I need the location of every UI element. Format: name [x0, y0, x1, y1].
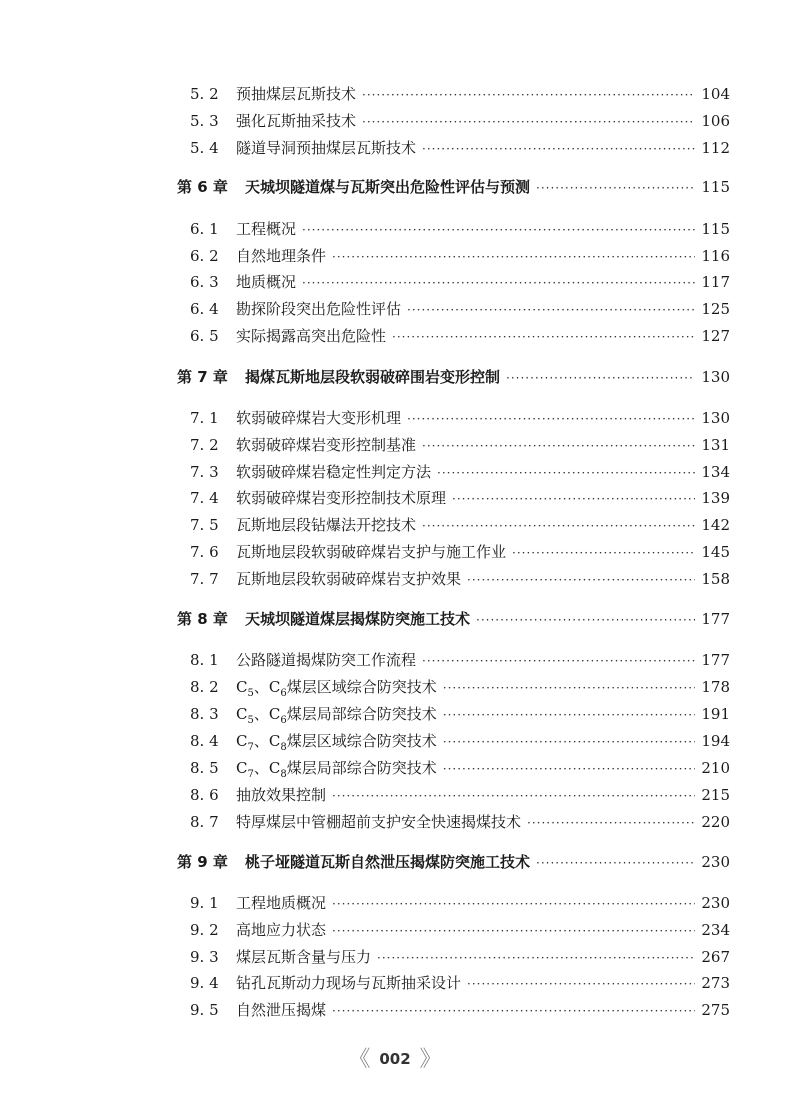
dot-leader — [536, 852, 695, 874]
toc-entry-number: 9. 3 — [190, 948, 219, 966]
dot-leader — [362, 111, 695, 133]
page-footer — [0, 1042, 790, 1073]
toc-entry-page: 130 — [701, 409, 730, 427]
toc-entry-number: 7. 7 — [190, 570, 219, 588]
toc-entry-page: 178 — [701, 678, 730, 696]
toc-section-row[interactable] — [190, 946, 730, 968]
toc-section-row[interactable] — [190, 919, 730, 941]
toc-section-row[interactable] — [190, 461, 730, 483]
toc-entry-title: 软弱破碎煤岩变形控制基准 — [236, 436, 417, 454]
toc-entry-number: 5. 3 — [190, 112, 219, 130]
toc-entry-title: 软弱破碎煤岩变形控制技术原理 — [236, 489, 447, 507]
dot-leader — [407, 408, 695, 430]
toc-entry-number: 第 8 章 — [177, 610, 228, 628]
toc-entry-page: 134 — [701, 463, 730, 481]
dot-leader — [377, 947, 695, 969]
toc-entry-page: 104 — [701, 85, 730, 103]
toc-section-row[interactable] — [190, 514, 730, 536]
toc-entry-page: 191 — [701, 705, 730, 723]
toc-entry-page: 230 — [701, 853, 730, 871]
toc-entry-title: $C_7$、$C_8$煤层局部综合防突技术 — [236, 759, 437, 780]
toc-section-row[interactable] — [190, 83, 730, 105]
toc-entry-page: 210 — [701, 759, 730, 777]
dot-leader — [332, 1000, 695, 1022]
toc-entry-number: 8. 7 — [190, 813, 219, 831]
toc-entry-title: 瓦斯地层段钻爆法开挖技术 — [236, 516, 417, 534]
toc-entry-page: 127 — [701, 327, 730, 345]
toc-entry-number: 6. 5 — [190, 327, 219, 345]
toc-section-row[interactable] — [190, 137, 730, 159]
toc-entry-title: 实际揭露高突出危险性 — [236, 327, 387, 345]
toc-entry-page: 275 — [701, 1001, 730, 1019]
dot-leader — [422, 138, 695, 160]
toc-section-row[interactable] — [190, 703, 730, 725]
dot-leader — [527, 812, 695, 834]
toc-entry-number: 9. 2 — [190, 921, 219, 939]
toc-entry-number: 第 9 章 — [177, 853, 228, 871]
toc-entry-title: 隧道导洞预抽煤层瓦斯技术 — [236, 139, 417, 157]
toc-entry-page: 125 — [701, 300, 730, 318]
toc-section-row[interactable] — [190, 271, 730, 293]
toc-entry-number: 第 7 章 — [177, 368, 228, 386]
toc-entry-title: 高地应力状态 — [236, 921, 327, 939]
toc-entry-title: 钻孔瓦斯动力现场与瓦斯抽采设计 — [236, 974, 462, 992]
toc-entry-page: 116 — [701, 247, 730, 265]
toc-entry-number: 8. 1 — [190, 651, 219, 669]
toc-entry-title: 预抽煤层瓦斯技术 — [236, 85, 357, 103]
toc-entry-page: 115 — [701, 220, 730, 238]
toc-entry-page: 234 — [701, 921, 730, 939]
toc-entry-number: 9. 1 — [190, 894, 219, 912]
toc-entry-number: 6. 2 — [190, 247, 219, 265]
dot-leader — [407, 299, 695, 321]
toc-entry-title: 强化瓦斯抽采技术 — [236, 112, 357, 130]
toc-section-row[interactable] — [190, 892, 730, 914]
dot-leader — [512, 542, 695, 564]
toc-entry-page: 145 — [701, 543, 730, 561]
toc-entry-title: 天城坝隧道煤层揭煤防突施工技术 — [245, 610, 471, 628]
toc-chapter-row[interactable] — [177, 851, 730, 873]
dot-leader — [362, 84, 695, 106]
toc-section-row[interactable] — [190, 972, 730, 994]
toc-entry-page: 273 — [701, 974, 730, 992]
toc-entry-number: 7. 4 — [190, 489, 219, 507]
toc-entry-number: 6. 3 — [190, 273, 219, 291]
toc-entry-page: 215 — [701, 786, 730, 804]
toc-entry-page: 177 — [701, 610, 730, 628]
chevron-left-icon: 《 — [348, 1047, 371, 1072]
toc-entry-page: 142 — [701, 516, 730, 534]
toc-entry-number: 7. 6 — [190, 543, 219, 561]
toc-section-row[interactable] — [190, 218, 730, 240]
toc-entry-title: 天城坝隧道煤与瓦斯突出危险性评估与预测 — [245, 178, 531, 196]
chevron-right-icon: 》 — [419, 1047, 442, 1072]
toc-entry-title: 桃子垭隧道瓦斯自然泄压揭煤防突施工技术 — [245, 853, 531, 871]
dot-leader — [476, 609, 695, 631]
dot-leader — [302, 219, 695, 241]
toc-entry-page: 130 — [701, 368, 730, 386]
toc-entry-page: 106 — [701, 112, 730, 130]
dot-leader — [332, 785, 695, 807]
toc-section-row[interactable] — [190, 407, 730, 429]
toc-entry-number: 7. 5 — [190, 516, 219, 534]
toc-entry-page: 139 — [701, 489, 730, 507]
toc-entry-title: 软弱破碎煤岩稳定性判定方法 — [236, 463, 432, 481]
toc-entry-number: 第 6 章 — [177, 178, 228, 196]
dot-leader — [302, 272, 695, 294]
dot-leader — [452, 488, 695, 510]
toc-entry-title: 工程概况 — [236, 220, 297, 238]
toc-entry-title: 自然泄压揭煤 — [236, 1001, 327, 1019]
toc-entry-title: 勘探阶段突出危险性评估 — [236, 300, 402, 318]
toc-chapter-row[interactable] — [177, 176, 730, 198]
toc-entry-number: 8. 5 — [190, 759, 219, 777]
toc-chapter-row[interactable] — [177, 608, 730, 630]
toc-section-row[interactable] — [190, 676, 730, 698]
toc-section-row[interactable] — [190, 757, 730, 779]
toc-section-row[interactable] — [190, 999, 730, 1021]
toc-entry-number: 8. 4 — [190, 732, 219, 750]
dot-leader — [443, 677, 696, 699]
toc-entry-page: 194 — [701, 732, 730, 750]
dot-leader — [443, 731, 696, 753]
toc-section-row[interactable] — [190, 110, 730, 132]
toc-entry-page: 220 — [701, 813, 730, 831]
dot-leader — [443, 758, 696, 780]
toc-entry-number: 6. 1 — [190, 220, 219, 238]
dot-leader — [332, 920, 695, 942]
toc-entry-title: 瓦斯地层段软弱破碎煤岩支护效果 — [236, 570, 462, 588]
dot-leader — [506, 367, 695, 389]
toc-entry-title: $C_5$、$C_6$煤层局部综合防突技术 — [236, 705, 437, 726]
toc-entry-page: 117 — [701, 273, 730, 291]
toc-chapter-row[interactable] — [177, 366, 730, 388]
toc-entry-title: 工程地质概况 — [236, 894, 327, 912]
toc-entry-title: $C_7$、$C_8$煤层区域综合防突技术 — [236, 732, 437, 753]
toc-entry-number: 9. 5 — [190, 1001, 219, 1019]
toc-entry-title: 瓦斯地层段软弱破碎煤岩支护与施工作业 — [236, 543, 507, 561]
toc-section-row[interactable] — [190, 730, 730, 752]
toc-entry-page: 177 — [701, 651, 730, 669]
toc-entry-page: 112 — [701, 139, 730, 157]
toc-entry-number: 5. 2 — [190, 85, 219, 103]
dot-leader — [332, 246, 695, 268]
dot-leader — [332, 893, 695, 915]
toc-entry-number: 8. 3 — [190, 705, 219, 723]
toc-entry-number: 7. 3 — [190, 463, 219, 481]
dot-leader — [467, 569, 695, 591]
toc-entry-number: 8. 6 — [190, 786, 219, 804]
toc-entry-number: 7. 2 — [190, 436, 219, 454]
toc-section-row[interactable] — [190, 811, 730, 833]
dot-leader — [422, 435, 695, 457]
page-number: 002 — [379, 1050, 411, 1068]
toc-entry-title: 软弱破碎煤岩大变形机理 — [236, 409, 402, 427]
dot-leader — [422, 650, 695, 672]
toc-entry-page: 115 — [701, 178, 730, 196]
dot-leader — [443, 704, 696, 726]
toc-entry-title: 自然地理条件 — [236, 247, 327, 265]
toc-entry-title: 煤层瓦斯含量与压力 — [236, 948, 372, 966]
toc-entry-number: 8. 2 — [190, 678, 219, 696]
toc-entry-page: 230 — [701, 894, 730, 912]
toc-section-row[interactable] — [190, 487, 730, 509]
toc-section-row[interactable] — [190, 649, 730, 671]
toc-entry-title: 公路隧道揭煤防突工作流程 — [236, 651, 417, 669]
toc-section-row[interactable] — [190, 784, 730, 806]
toc-entry-number: 7. 1 — [190, 409, 219, 427]
toc-entry-title: 抽放效果控制 — [236, 786, 327, 804]
toc-entry-number: 9. 4 — [190, 974, 219, 992]
dot-leader — [536, 177, 695, 199]
toc-entry-title: 特厚煤层中管棚超前支护安全快速揭煤技术 — [236, 813, 522, 831]
toc-section-row[interactable] — [190, 325, 730, 347]
dot-leader — [392, 326, 695, 348]
toc-entry-page: 131 — [701, 436, 730, 454]
toc-section-row[interactable] — [190, 541, 730, 563]
toc-section-row[interactable] — [190, 434, 730, 456]
toc-entry-title: 地质概况 — [236, 273, 297, 291]
toc-entry-number: 6. 4 — [190, 300, 219, 318]
dot-leader — [467, 973, 695, 995]
toc-section-row[interactable] — [190, 298, 730, 320]
toc-section-row[interactable] — [190, 245, 730, 267]
toc-entry-title: 揭煤瓦斯地层段软弱破碎围岩变形控制 — [245, 368, 501, 386]
toc-entry-page: 158 — [701, 570, 730, 588]
dot-leader — [422, 515, 695, 537]
toc-entry-page: 267 — [701, 948, 730, 966]
toc-section-row[interactable] — [190, 568, 730, 590]
toc-entry-number: 5. 4 — [190, 139, 219, 157]
dot-leader — [437, 462, 695, 484]
toc-entry-title: $C_5$、$C_6$煤层区域综合防突技术 — [236, 678, 437, 699]
